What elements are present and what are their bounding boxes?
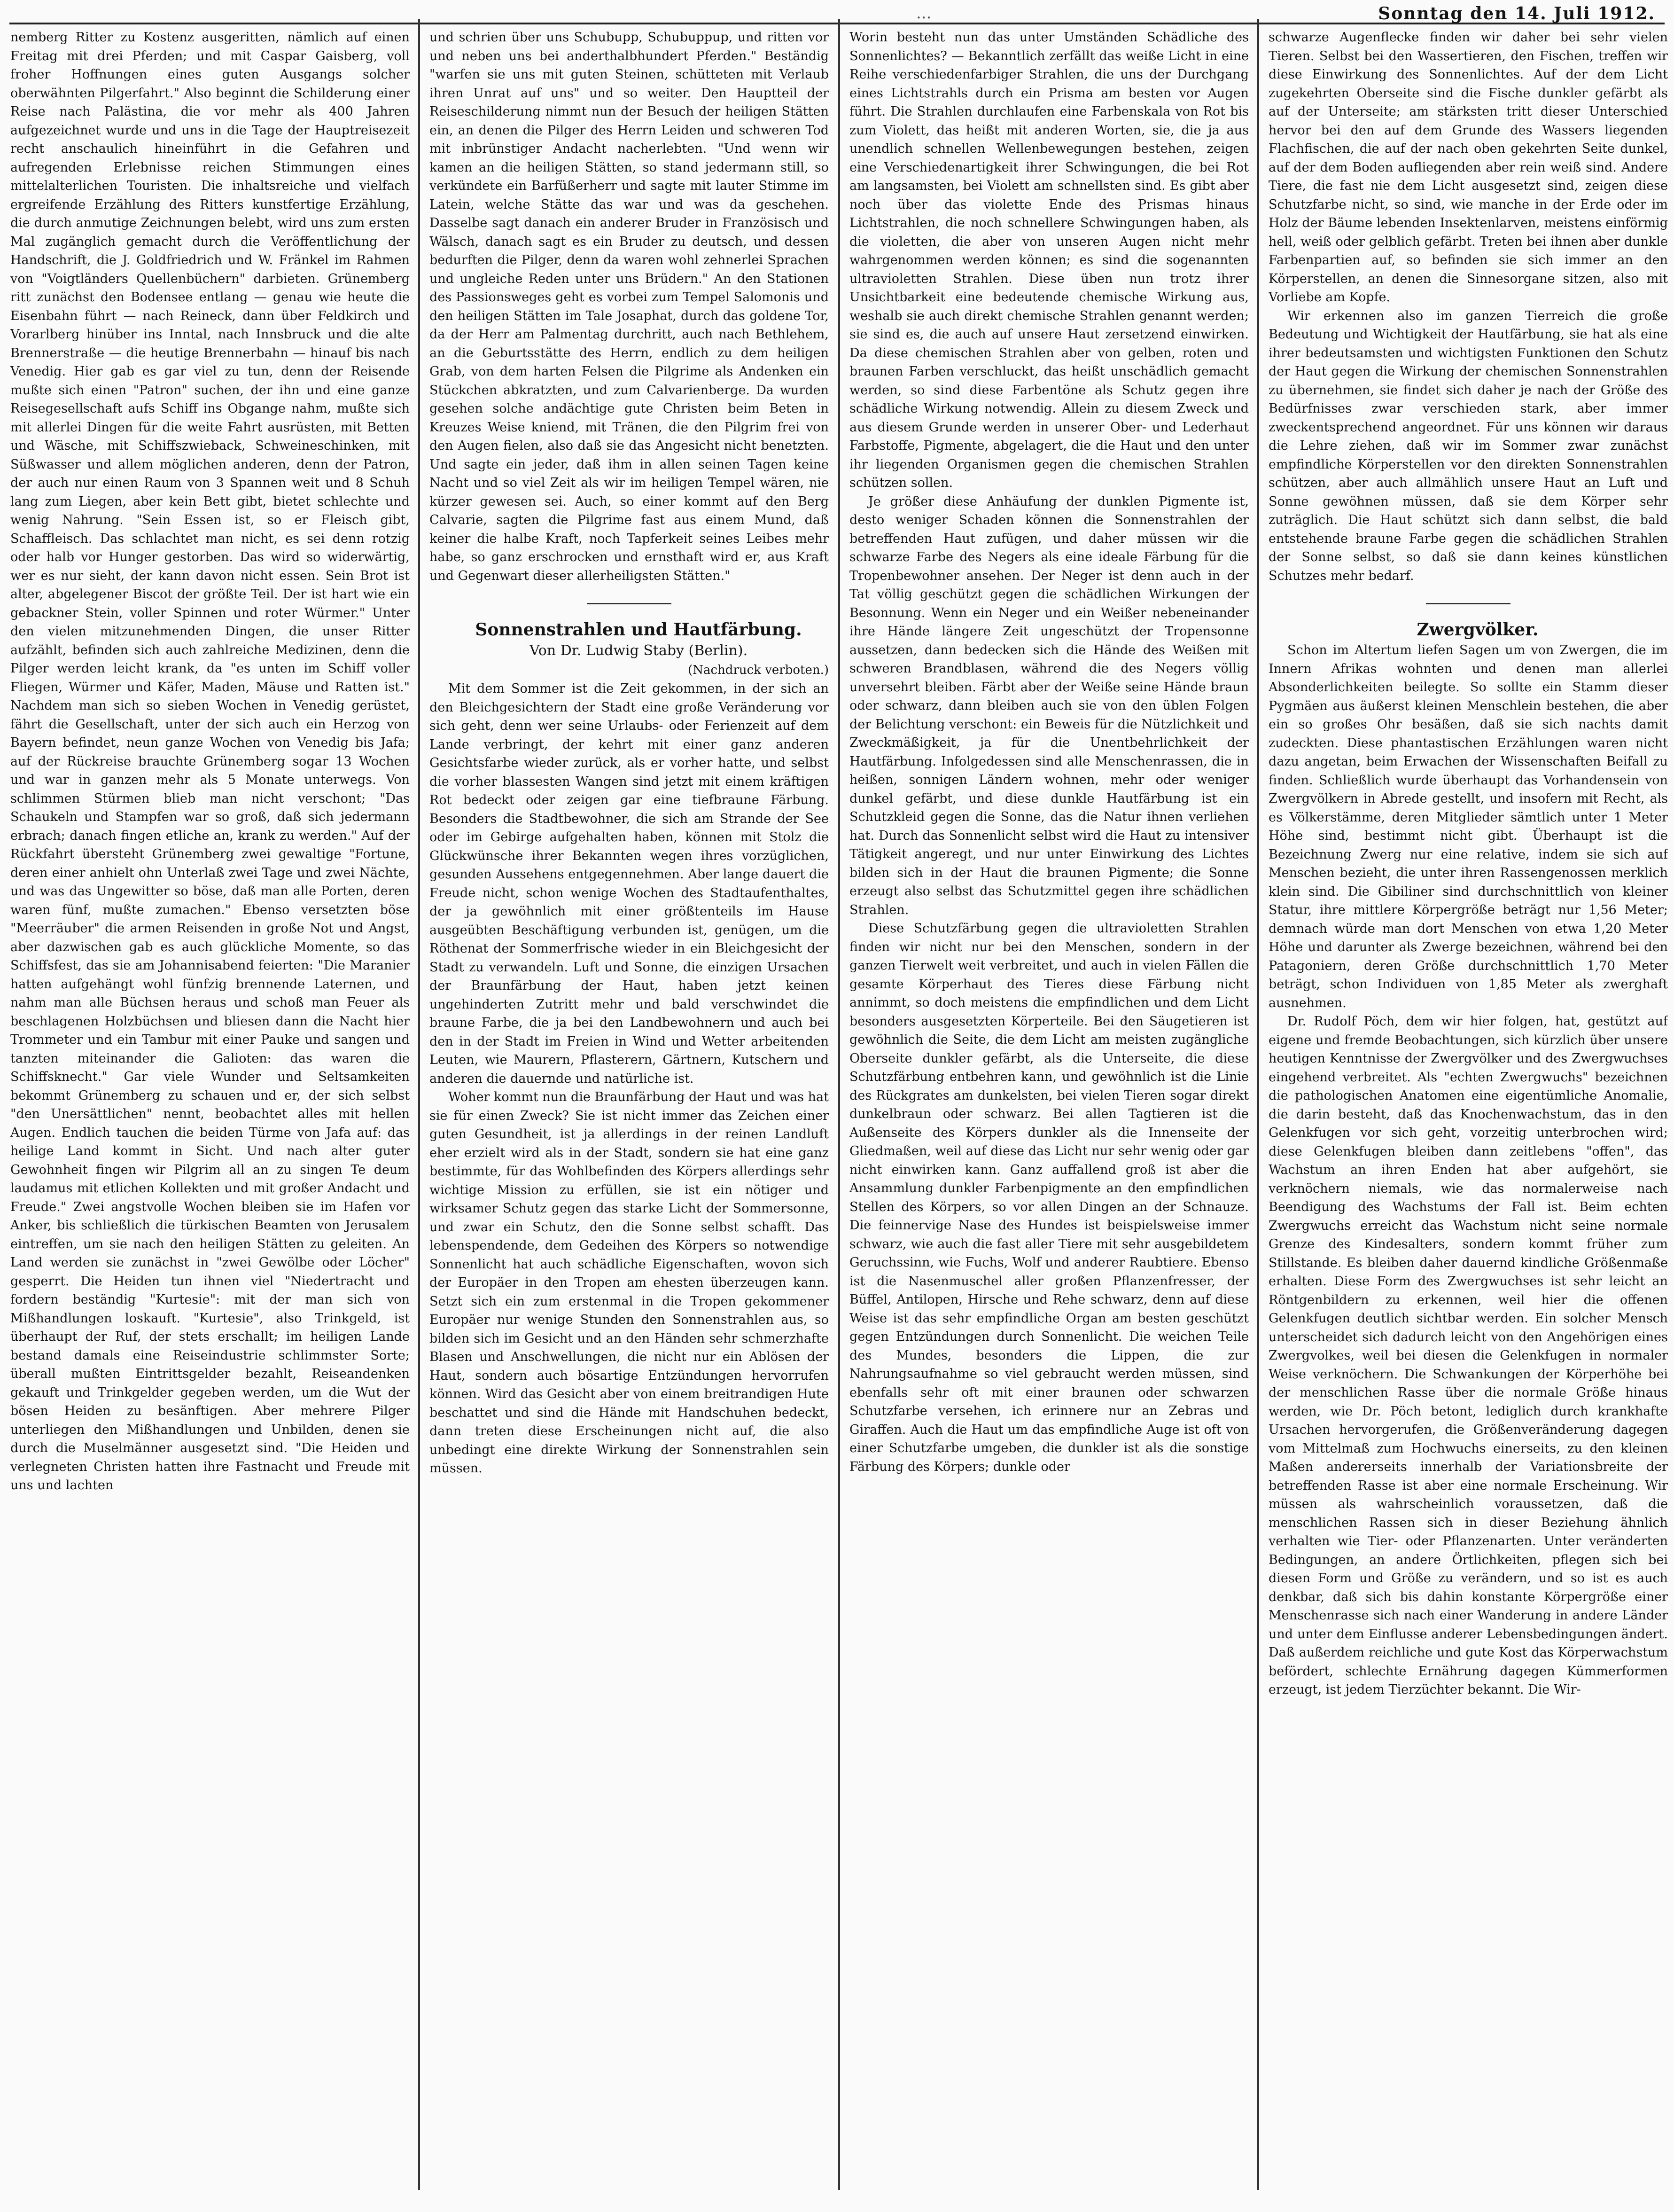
column-rule: [838, 19, 840, 2190]
article-title: Sonnenstrahlen und Hautfärbung.: [475, 620, 802, 640]
article-paragraph: Wir erkennen also im ganzen Tierreich die große Bedeutung und Wichtigkeit der Hautfärbung, sie hat als eine ihrer bedeutsamsten und wichtigsten Funktionen den Schutz der Haut gegen die Wirkung der chemischen Sonnenstrahlen zu übernehmen, sie findet sich daher je nach der Größe des Bedürfnisses zwar verschieden stark, aber immer zweckentsprechend angeordnet. Für uns können wir daraus die Lehre ziehen, daß wir im Sommer zwar zunächst empfindliche Körperstellen vor den direkten Sonnenstrahlen schützen, aber auch allmählich unsere Haut an Luft und Sonne gewöhnen müssen, daß sie dem Körper sehr zuträglich. Die Haut schützt sich dann selbst, die bald entstehende braune Farbe gegen die schädlichen Strahlen der Sonne selbst, so daß sie dann keines künstlichen Schutzes mehr bedarf.: [1269, 308, 1668, 583]
column-2: [429, 28, 829, 2195]
article-paragraph: Schon im Altertum liefen Sagen um von Zwergen, die im Innern Afrikas wohnten und denen man allerlei Absonderlichkeiten beilegte. So sollte ein Stamm dieser Pygmäen aus äußerst kleinen Menschlein bestehen, die aber ein so großes Ohr besäßen, daß sie sich nachts damit zudeckten. Diese phantastischen Erzählungen waren nicht dazu angetan, beim Erwachen der Wissenschaften Beifall zu finden. Schließlich wurde überhaupt das Vorhandensein von Zwergvölkern in Abrede gestellt, und insofern mit Recht, als es Völkerstämme, deren Mitglieder sämtlich unter 1 Meter Höhe sind, bestimmt nicht gibt. Überhaupt ist die Bezeichnung Zwerg nur eine relative, indem sie sich auf Menschen bezieht, die unter ihren Rassengenossen merklich klein sind. Die Gibiliner sind durchschnittlich von kleiner Statur, ihre mittlere Körpergröße beträgt nur 1,56 Meter; demnach würde man dort Menschen von etwa 1,20 Meter Höhe und darunter als Zwerge bezeichnen, während bei den Patagoniern, deren Größe durchschnittlich 1,70 Meter beträgt, schon Individuen von 1,85 Meter als zwerghaft ausnehmen.: [1269, 643, 1668, 1010]
column-1: [10, 28, 410, 2195]
article-paragraph: Diese Schutzfärbung gegen die ultravioletten Strahlen finden wir nicht nur bei den Menschen, sondern in der ganzen Tierwelt weit verbreitet, und auch in vielen Fällen die gesamte Körperhaut des Tieres diese Färbung nicht annimmt, so doch meistens die empfindlichen und dem Licht besonders ausgesetzten Körperteile. Bei den Säugetieren ist gewöhnlich die Seite, die dem Licht am meisten zugängliche Oberseite dunkler gefärbt, als die Unterseite, die diese Schutzfärbung entbehren kann, und gewöhnlich ist die Linie des Rückgrates am dunkelsten, bei vielen Tieren sogar direkt dunkelbraun oder schwarz. Bei allen Tagtieren ist die Außenseite des Körpers dunkler als die Innenseite der Gliedmaßen, weil auf diese das Licht nur sehr wenig oder gar nicht einwirken kann. Ganz auffallend groß ist aber die Ansammlung dunkler Farbenpigmente an den empfindlichen Stellen des Körpers, so vor allen Dingen an der Schnauze. Die feinnervige Nase des Hundes ist beispielsweise immer schwarz, wie auch die fast aller Tiere mit sehr ausgebildetem Geruchssinn, wie Fuchs, Wolf und anderer Raubtiere. Ebenso ist die Nasenmuschel aller großen Pflanzenfresser, der Büffel, Antilopen, Hirsche und Rehe schwarz, denn auf diese Weise ist das sehr empfindliche Organ am besten geschützt gegen Entzündungen durch Sonnenlicht. Die weichen Teile des Mundes, besonders die Lippen, die zur Nahrungsaufnahme so viel gebraucht werden müssen, sind ebenfalls sehr oft mit einer braunen oder schwarzen Schutzfarbe versehen, ich erinnere nur an Zebras und Giraffen. Auch die Haut um das empfindliche Auge ist oft von einer Schutzfarbe umgeben, die dunkler ist als die sonstige Färbung des Körpers; dunkle oder: [849, 921, 1249, 1474]
article-paragraph: Worin besteht nun das unter Umständen Schädliche des Sonnenlichtes? — Bekanntlich zerfällt das weiße Licht in eine Reihe verschiedenfarbiger Strahlen, die uns der Durchgang eines Lichtstrahls durch ein Prisma am besten vor Augen führt. Die Strahlen durchlaufen eine Farbenskala von Rot bis zum Violett, das heißt mit anderen Worten, sie, die ja aus unendlich schnellen Wellenbewegungen bestehen, zeigen eine Verschiedenartigkeit ihrer Schwingungen, die bei Rot am langsamsten, bei Violett am schnellsten sind. Es gibt aber noch über das violette Ende des Prismas hinaus Lichtstrahlen, die noch schnellere Schwingungen haben, als die violetten, die aber von unseren Augen nicht mehr wahrgenommen werden können; es sind die sogenannten ultravioletten Strahlen. Diese üben nun trotz ihrer Unsichtbarkeit eine bedeutende chemische Wirkung aus, weshalb sie auch direkt chemische Strahlen genannt werden; sie sind es, die auch auf unsere Haut zersetzend einwirken. Da diese chemischen Strahlen aber von gelben, roten und braunen Farben verschluckt, das heißt unschädlich gemacht werden, so sind diese Farbentöne als Schutz gegen ihre schädliche Wirkung notwendig. Allein zu diesem Zweck und aus diesem Grunde werden in unserer Ober- und Lederhaut Farbstoffe, Pigmente, abgelagert, die die Haut und den unter ihr liegenden Organismen gegen die chemischen Strahlen schützen sollen.: [849, 30, 1249, 490]
header-fragment: ...: [916, 4, 932, 23]
column-rule: [1257, 19, 1259, 2190]
column-1-text: nemberg Ritter zu Kostenz ausgeritten, nämlich auf einen Freitag mit drei Pferden; und mit Caspar Gaisberg, voll froher Hoffnungen eines guten Ausgangs solcher oberwähnten Pilgerfahrt." Also beginnt die Schilderung einer Reise nach Palästina, die vor mehr als 400 Jahren aufgezeichnet wurde und uns in die Tage der Hauptreisezeit recht anschaulich hineinführt in die Gefahren und aufregenden Erlebnisse reichen Stimmungen eines mittelalterlichen Touristen. Die inhaltsreiche und vielfach ergreifende Erzählung des Ritters kunstfertige Erzählung, die durch anmutige Zeichnungen belebt, wird uns zum ersten Mal zugänglich gemacht durch die Veröffentlichung der Handschrift, die J. Goldfriedrich und W. Fränkel im Rahmen von "Voigtländers Quellenbüchern" darbieten. Grünemberg ritt zunächst den Bodensee entlang — genau wie heute die Eisenbahn führt — nach Reineck, dann über Feldkirch und Vorarlberg hinüber ins Inntal, nach Innsbruck und die alte Brennerstraße — die heutige Brennerbahn — hinauf bis nach Venedig. Hier gab es gar viel zu tun, denn der Reisende mußte sich einen "Patron" suchen, der ihn und eine ganze Reisegesellschaft aufs Schiff ins Obgange nahm, mußte sich mit allerlei Dingen für die weite Fahrt ausrüsten, mit Betten und Wäsche, mit Schiffszwieback, Schweineschinken, mit Süßwasser und allem möglichen anderen, denn der Patron, der auch nur einen Raum von 3 Spannen weit und 8 Schuh lang zum Liegen, aber kein Bett gibt, bietet schlechte und wenig Nahrung. "Sein Essen ist, so er Fleisch gibt, Schaffleisch. Das schlachtet man nicht, es sei denn rotzig oder halb vor Hunger gestorben. Das wird so widerwärtig, wer es nur sieht, der kann davon nicht essen. Sein Brot ist alter, abgelegener Biscot der größte Teil. Der ist hart wie ein gebackner Stein, voller Spinnen und roter Würmer." Unter den vielen mitzunehmenden Dingen, die unser Ritter aufzählt, befinden sich auch zahlreiche Medizinen, denn die Pilger werden leicht krank, da "es unten im Schiff voller Fliegen, Würmer und Käfer, Maden, Mäuse und Ratten ist." Nachdem man sich so sieben Wochen in Venedig gerüstet, fährt die Gesellschaft, unter der sich auch ein Herzog von Bayern befindet, neun ganze Wochen von Venedig bis Jafa; auf der Rückreise brauchte Grünemberg sogar 13 Wochen und war in ganzen mehr als 5 Monate unterwegs. Von schlimmen Stürmen blieb man nicht verschont; "Das Schaukeln und Stampfen war so groß, daß sich jedermann erbrach; danach fingen etliche an, krank zu werden." Auf der Rückfahrt übersteht Grünemberg zwei gewaltige "Fortune, deren einer anhielt ohn Unterlaß zwei Tage und zwei Nächte, und was das Ungewitter so böse, daß man alle Porten, deren waren fünf, mußte zumachen." Ebenso versetzten böse "Meerräuber" die armen Reisenden in große Not und Angst, aber dazwischen gab es auch glückliche Momente, so das Schiffsfest, das sie am Johannisabend feierten: "Die Maranier hatten aufgehängt wohl fünfzig brennende Laternen, und nahm man alle Büchsen heraus und schoß man Feuer als beschlagenen Holzbüchsen und bliesen dann die Nacht hier Trommeter und ein Tambur mit einer Pauke und sangen und tanzten miteinander die Galioten: das waren die Schiffsknecht." Gar viele Wunder und Seltsamkeiten bekommt Grünemberg zu schauen und er, der sich selbst "den Unersättlichen" nennt, beobachtet alles mit hellen Augen. Endlich tauchen die beiden Türme von Jafa auf: das heilige Land kommt in Sicht. Und nach alter guter Gewohnheit fingen wir Pilgrim all an zu singen Te deum laudamus mit etlichen Kollekten und mit großer Andacht und Freude." Zwei angstvolle Wochen bleiben sie im Hafen vor Anker, bis schließlich die türkischen Beamten von Jerusalem eintreffen, um sie nach den heiligen Stätten zu geleiten. An Land werden sie zunächst in "zwei Gewölbe oder Löcher" gesperrt. Die Heiden tun ihnen viel "Niedertracht und fordern beständig "Kurtesie": mit der man sich von Mißhandlungen loskauft. "Kurtesie", also Trinkgeld, ist überhaupt der Ruf, der stets erschallt; im heiligen Lande bestand damals eine Reiseindustrie schlimmster Sorte; überall mußten Eintrittsgelder bezahlt, Reiseandenken gekauft und Trinkgelder gegeben werden, um die Wut der bösen Heiden zu besänftigen. Aber mehrere Pilger unterliegen den Mißhandlungen und Unbilden, denen sie durch die Muselmänner ausgesetzt sind. "Die Heiden und verlegneten Christen hatten ihre Fastnacht und Freude mit uns und lachten: [10, 30, 410, 1493]
article-paragraph: Je größer diese Anhäufung der dunklen Pigmente ist, desto weniger Schaden können die Sonnenstrahlen der betreffenden Haut zufügen, und daher müssen wir die schwarze Farbe des Negers als eine ideale Färbung für die Tropenbewohner ansehen. Der Neger ist denn auch in der Tat völlig geschützt gegen die schädlichen Wirkungen der Besonnung. Wenn ein Neger und ein Weißer nebeneinander ihre Hände längere Zeit ungeschützt der Tropensonne aussetzen, dann bedecken sich die Hände des Weißen mit schweren Brandblasen, während die des Negers völlig unversehrt bleiben. Färbt aber der Weiße seine Hände braun oder schwarz, dann bleiben auch sie von den üblen Folgen der Belichtung verschont: ein Beweis für die Nützlichkeit und Zweckmäßigkeit, ja für die Unentbehrlichkeit der Hautfärbung. Infolgedessen sind alle Menschenrassen, die in heißen, sonnigen Ländern wohnen, mehr oder weniger dunkel gefärbt, und diese dunkle Hautfärbung ist ein Schutzkleid gegen die Sonne, das die Natur ihnen verliehen hat. Durch das Sonnenlicht selbst wird die Haut zu intensiver Tätigkeit angeregt, und nur unter Einwirkung des Lichtes bilden sich in der Haut die braunen Pigmente; die Sonne erzeugt also selbst das Schutzmittel gegen ihre schädlichen Strahlen.: [849, 494, 1249, 917]
article-paragraph: Dr. Rudolf Pöch, dem wir hier folgen, hat, gestützt auf eigene und fremde Beobachtungen, sich kürzlich über unsere heutigen Kenntnisse der Zwergvölker und des Zwergwuchses eingehend verbreitet. Als "echten Zwergwuchs" bezeichnen die pathologischen Anatomen eine eigentümliche Anomalie, die darin besteht, daß das Knochenwachstum, das in den Gelenkfugen vor sich geht, vorzeitig unterbrochen wird; diese Gelenkfugen bleiben dann zeitlebens "offen", das Wachstum an ihren Enden hat aber aufgehört, sie verknöchern niemals, wie das normalerweise nach Beendigung des Wachstums der Fall ist. Beim echten Zwergwuchs erreicht das Wachstum nicht seine normale Grenze des Kindesalters, sondern kommt früher zum Stillstande. Es bleiben daher dauernd kindliche Größenmaße erhalten. Diese Form des Zwergwuchses ist sehr leicht an Röntgenbildern zu erkennen, weil hier die offenen Gelenkfugen deutlich sichtbar werden. Ein solcher Mensch unterscheidet sich dadurch leicht von den Angehörigen eines Zwergvolkes, weil bei diesen die Gelenkfugen in normaler Weise verknöchern. Die Schwankungen der Körperhöhe bei der menschlichen Rasse über die normale Größe hinaus werden, wie Dr. Pöch betont, lediglich durch krankhafte Ursachen hervorgerufen, die Größenveränderung dagegen vom Mittelmaß zum Hochwuchs einerseits, zu den kleinen Maßen andererseits innerhalb der Variationsbreite der betreffenden Rasse ist aber eine normale Erscheinung. Wir müssen als wahrscheinlich voraussetzen, daß die menschlichen Rassen sich in dieser Beziehung ähnlich verhalten wie Tier- oder Pflanzenarten. Unter veränderten Bedingungen, an andere Örtlichkeiten, pflegen sich bei diesen Form und Größe zu verändern, und so ist es auch denkbar, daß sich bis dahin konstante Körpergröße einer Menschenrasse sich nach einer Wanderung in andere Länder und unter dem Einflusse anderer Lebensbedingungen ändert. Daß außerdem reichliche und gute Kost das Körperwachstum befördert, schlechte Ernährung dagegen Kümmerformen erzeugt, ist jedem Tierzüchter bekannt. Die Wir-: [1269, 1014, 1668, 1697]
pilgrim-article-end: und schrien über uns Schubupp, Schubuppup, und ritten vor und neben uns bei anderthalbhundert Pferden." Beständig "warfen sie uns mit guten Steinen, schütteten mit Verlaub ihren Unrat auf uns" und so weiter. Den Hauptteil der Reiseschilderung nimmt nun der Besuch der heiligen Stätten ein, an denen die Pilger des Herrn Leiden und schweren Tod mit inbrünstiger Andacht nacherlebten. "Und wenn wir kamen an die heiligen Stätten, so stand jedermann still, so verkündete ein Barfüßerherr und sagte mit lauter Stimme im Latein, welche Stätte das war und was da geschehen. Dasselbe sagt danach ein anderer Bruder in Französisch und Wälsch, danach sagt es ein Bruder zu deutsch, und dessen bedurften die Pilger, denn da waren wohl zehnerlei Sprachen und ungleiche Reden unter uns Brüdern." An den Stationen des Passionsweges geht es vorbei zum Tempel Salomonis und den heiligen Stätten im Tale Josaphat, durch das goldene Tor, da der Herr am Palmentag durchritt, auch nach Bethlehem, an die Geburtsstätte des Herrn, endlich zu dem heiligen Grab, von dem harten Felsen die Pilgrime als Andenken ein Stückchen abkratzten, und zum Calvarienberge. Da wurden gesehen solche andächtige gute Christen beim Beten in Kreuzes Weise kniend, mit Tränen, die den Pilgrim frei von den Augen fielen, also daß sie das Angesicht nicht benetzten. Und sagte ein jeder, daß ihm in allen seinen Tagen keine Nacht und so viel Zeit als wir im heiligen Tempel wären, nie kürzer gewesen sei. Auch, so einer kommt auf den Berg Calvarie, sagten die Pilgrime fast aus einem Mund, daß keiner die halbe Kraft, noch Tapferkeit seines Leibes mehr habe, so ganz erschrocken und ernsthaft wird er, aus Kraft und Gegenwart dieser allerheiligsten Stätten.": [429, 30, 829, 583]
page-header: [9, 4, 1665, 24]
reprint-note: (Nachdruck verboten.): [688, 663, 829, 677]
column-4: [1269, 28, 1668, 2195]
article-byline: Von Dr. Ludwig Staby (Berlin).: [529, 642, 748, 659]
article-divider: [1426, 603, 1510, 604]
article-title: Zwergvölker.: [1417, 620, 1539, 640]
column-3: [849, 28, 1249, 2195]
article-paragraph: schwarze Augenflecke finden wir daher bei sehr vielen Tieren. Selbst bei den Wassertieren, den Fischen, treffen wir diese Einwirkung des Sonnenlichtes. Auf der dem Licht zugekehrten Oberseite sind die Fische dunkler gefärbt als auf der Unterseite; am stärksten tritt dieser Unterschied hervor bei den auf dem Grunde des Wassers liegenden Flachfischen, die auf der nach oben gekehrten Seite dunkel, auf der dem Boden aufliegenden aber rein weiß sind. Andere Tiere, die fast nie dem Licht ausgesetzt sind, zeigen diese Schutzfarbe nicht, so sind, wie manche in der Erde oder im Holz der Bäume lebenden Insektenlarven, meistens einförmig hell, weiß oder gelblich gefärbt. Treten bei ihnen aber dunkle Farbenpartien auf, so befinden sie sich immer an den Körperstellen, an denen die Sinnesorgane sitzen, also mit Vorliebe am Kopfe.: [1269, 30, 1668, 305]
page-date: Sonntag den 14. Juli 1912.: [1378, 4, 1655, 23]
article-paragraph: Woher kommt nun die Braunfärbung der Haut und was hat sie für einen Zweck? Sie ist nicht immer das Zeichen einer guten Gesundheit, ist ja allerdings in der reinen Landluft eher erzielt wird als in der Stadt, sondern sie hat eine ganz bestimmte, für das Wohlbefinden des Körpers allerdings sehr wichtige Mission zu erfüllen, sie ist ein nötiger und wirksamer Schutz gegen das starke Licht der Sommersonne, und zwar ein Schutz, den die Sonne selbst schafft. Das lebenspendende, dem Gedeihen des Körpers so notwendige Sonnenlicht hat auch schädliche Eigenschaften, wovon sich der Europäer in den Tropen am ehesten überzeugen kann. Setzt sich ein zum erstenmal in die Tropen gekommener Europäer nur wenige Stunden den Sonnenstrahlen aus, so bilden sich im Gesicht und an den Händen sehr schmerzhafte Blasen und Anschwellungen, die nicht nur ein Ablösen der Haut, sondern auch bösartige Entzündungen hervorrufen können. Wird das Gesicht aber von einem breitrandigen Hute beschattet und sind die Hände mit Handschuhen bedeckt, dann treten diese Erscheinungen nicht auf, die also unbedingt eine direkte Wirkung der Sonnenstrahlen sein müssen.: [429, 1090, 829, 1476]
column-rule: [418, 19, 420, 2190]
article-divider: [587, 603, 671, 604]
article-paragraph: Mit dem Sommer ist die Zeit gekommen, in der sich an den Bleichgesichtern der Stadt eine große Veränderung vor sich geht, denn wer seine Urlaubs- oder Ferienzeit auf dem Lande verbringt, der kehrt mit einer ganz anderen Gesichtsfarbe wieder zurück, als er vorher hatte, und selbst die vorher blassesten Wangen sind jetzt mit einem kräftigen Rot bedeckt oder zeigen gar eine tiefbraune Färbung. Besonders die Stadtbewohner, die sich am Strande der See oder im Gebirge aufgehalten haben, können mit Stolz die Glückwünsche ihrer Bekannten wegen ihres vorzüglichen, gesunden Aussehens entgegennehmen. Aber lange dauert die Freude nicht, schon wenige Wochen des Stadtaufenthaltes, der ja gewöhnlich mit einer größtenteils im Hause ausgeübten Beschäftigung verbunden ist, genügen, um die Röthenat der Sommerfrische wieder in ein Bleichgesicht der Stadt zu verwandeln. Luft und Sonne, die einzigen Ursachen der Braunfärbung der Haut, haben jetzt keinen ungehinderten Zutritt mehr und bald verschwindet die braune Farbe, die ja bei den Landbewohnern und auch bei den in der Stadt im Freien in Wind und Wetter arbeitenden Leuten, wie Maurern, Pflasterern, Gärtnern, Kutschern und anderen die dauernde und natürliche ist.: [429, 681, 829, 1086]
